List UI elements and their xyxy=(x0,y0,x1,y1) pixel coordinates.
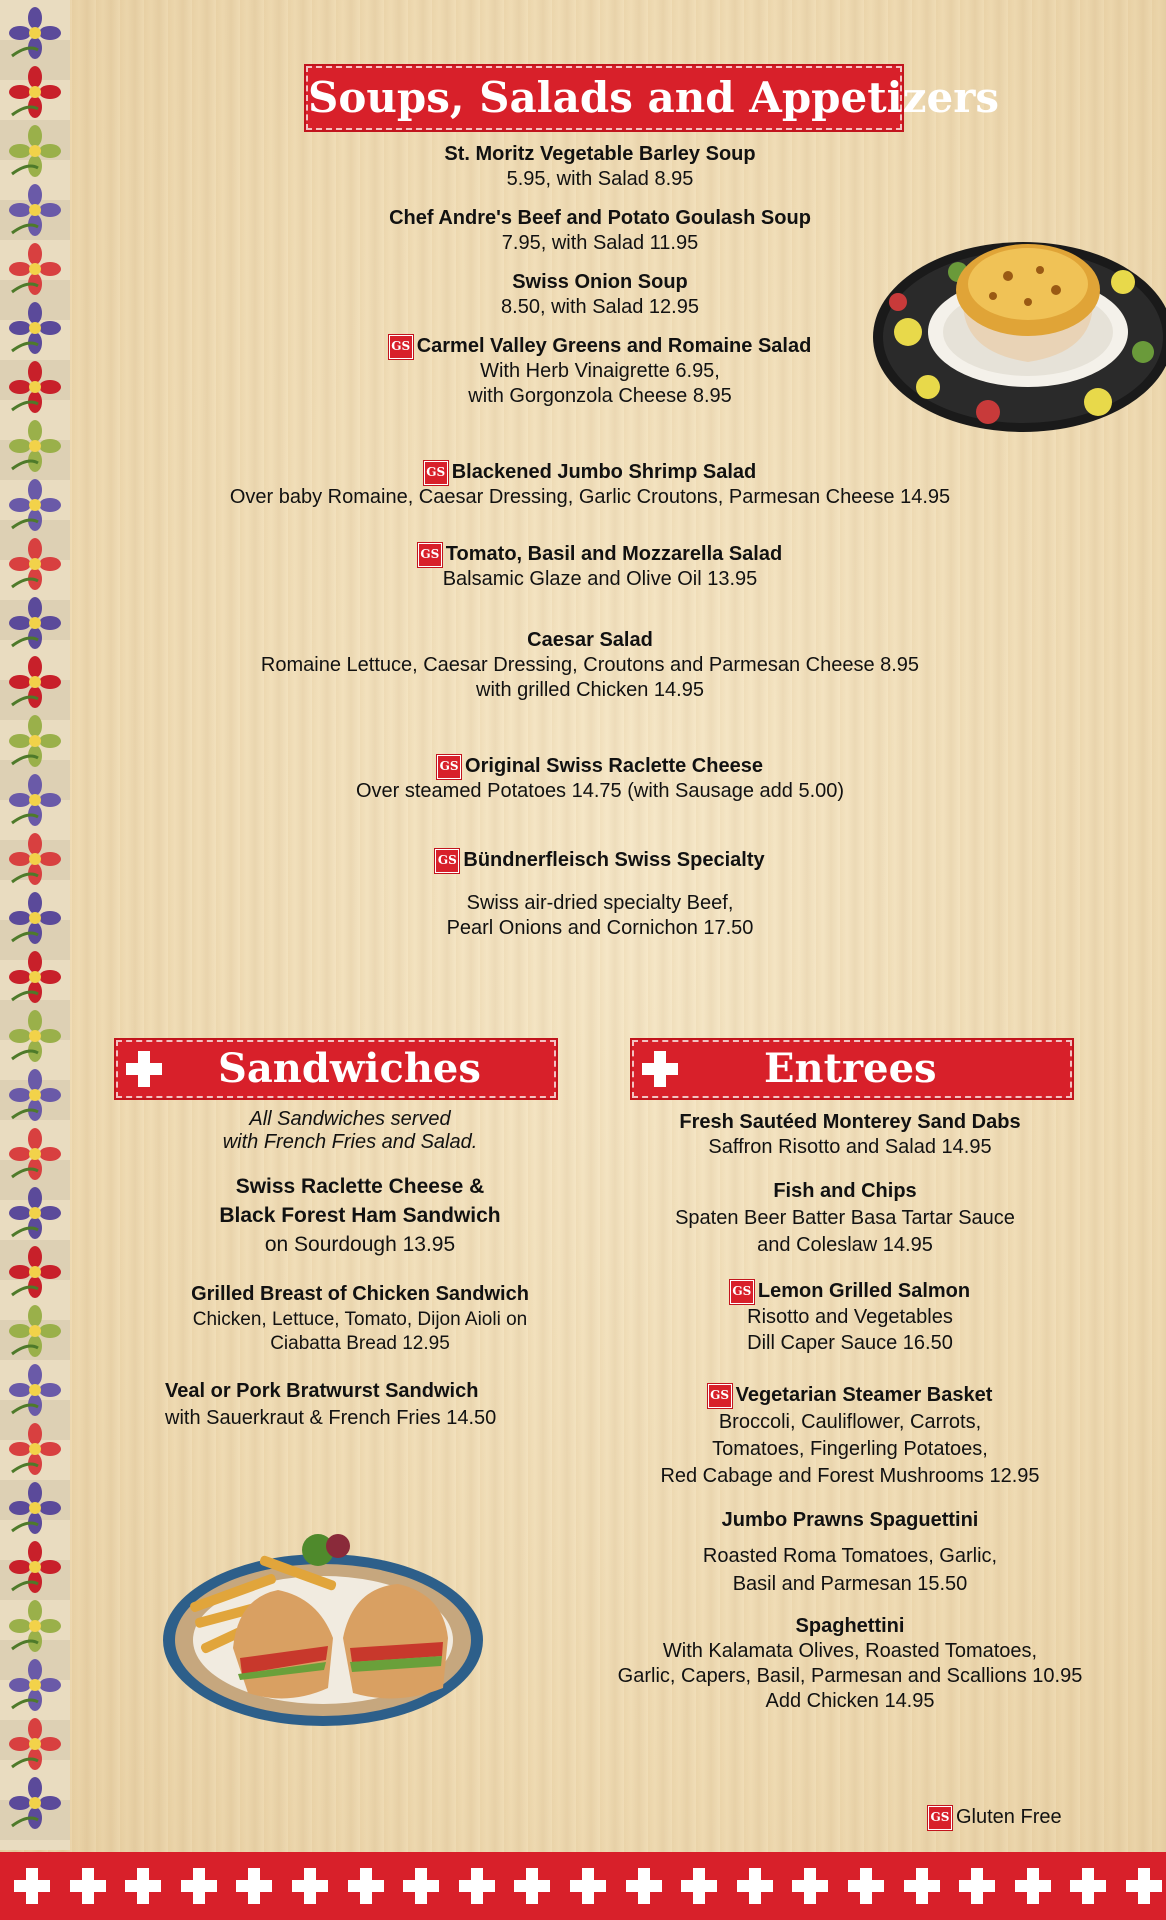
item-name: St. Moritz Vegetable Barley Soup xyxy=(444,143,756,165)
flower-icon xyxy=(8,183,62,237)
gluten-free-icon: GS xyxy=(418,543,442,567)
item-desc: Over steamed Potatoes 14.75 (with Sausage add 5.00) xyxy=(355,780,845,802)
sandwich-photo xyxy=(158,1528,488,1738)
flower-icon xyxy=(8,1363,62,1417)
swiss-cross-icon xyxy=(124,1049,164,1089)
flower-icon xyxy=(8,537,62,591)
soup-item-2 xyxy=(250,206,950,256)
swiss-cross-icon xyxy=(236,1868,272,1904)
swiss-cross-icon xyxy=(737,1868,773,1904)
flower-icon xyxy=(8,950,62,1004)
flower-icon xyxy=(8,1127,62,1181)
entree-item-5 xyxy=(630,1506,1070,1598)
item-name: Tomato, Basil and Mozzarella Salad xyxy=(445,543,783,565)
item-desc: Risotto and Vegetables xyxy=(747,1306,953,1328)
item-name-row xyxy=(150,460,1030,485)
soup-item-7 xyxy=(150,628,1030,703)
swiss-cross-icon xyxy=(904,1868,940,1904)
item-name-row xyxy=(610,1382,1090,1409)
item-name-row xyxy=(250,754,950,779)
swiss-cross-icon xyxy=(1126,1868,1162,1904)
soup-item-4 xyxy=(250,334,950,409)
flower-icon xyxy=(8,1186,62,1240)
item-desc: with Sauerkraut & French Fries 14.50 xyxy=(165,1407,497,1429)
item-desc: Red Cabage and Forest Mushrooms 12.95 xyxy=(660,1465,1040,1487)
item-name: Swiss Onion Soup xyxy=(512,271,688,293)
flower-icon xyxy=(8,124,62,178)
swiss-cross-icon xyxy=(403,1868,439,1904)
item-desc: 8.50, with Salad 12.95 xyxy=(501,296,699,318)
flower-icon xyxy=(8,655,62,709)
entrees-header xyxy=(632,1040,1072,1098)
item-desc: Chicken, Lettuce, Tomato, Dijon Aioli on xyxy=(192,1309,528,1330)
flower-icon xyxy=(8,360,62,414)
item-desc: on Sourdough 13.95 xyxy=(264,1233,456,1256)
flower-icon xyxy=(8,1422,62,1476)
item-name-row xyxy=(250,542,950,567)
swiss-cross-icon xyxy=(125,1868,161,1904)
sandwich-illustration xyxy=(158,1528,488,1738)
swiss-cross-icon xyxy=(1070,1868,1106,1904)
gluten-free-icon: GS xyxy=(730,1280,754,1304)
entree-item-3 xyxy=(630,1278,1070,1356)
item-desc: Broccoli, Cauliflower, Carrots, xyxy=(718,1411,982,1433)
soup-bowl-illustration xyxy=(868,212,1166,438)
entree-item-4 xyxy=(610,1382,1090,1490)
flower-icon xyxy=(8,1009,62,1063)
swiss-cross-icon xyxy=(348,1868,384,1904)
soup-item-5 xyxy=(150,460,1030,510)
flower-icon xyxy=(8,773,62,827)
onion-soup-photo xyxy=(868,212,1166,438)
swiss-cross-icon xyxy=(514,1868,550,1904)
entree-item-6 xyxy=(570,1614,1130,1714)
flower-icon xyxy=(8,1658,62,1712)
gluten-free-icon: GS xyxy=(435,849,459,873)
flower-icon xyxy=(8,242,62,296)
flower-icon xyxy=(8,1717,62,1771)
item-name: Caesar Salad xyxy=(527,629,653,651)
item-desc: Pearl Onions and Cornichon 17.50 xyxy=(446,917,754,939)
item-name: Fresh Sautéed Monterey Sand Dabs xyxy=(679,1111,1021,1133)
item-name: Vegetarian Steamer Basket xyxy=(735,1384,993,1406)
item-name-row xyxy=(630,1278,1070,1304)
item-desc: Romaine Lettuce, Caesar Dressing, Croutons and Parmesan Cheese 8.95 xyxy=(260,654,920,676)
swiss-cross-icon xyxy=(681,1868,717,1904)
flower-icon xyxy=(8,1304,62,1358)
flower-icon xyxy=(8,596,62,650)
item-name-row xyxy=(250,334,950,359)
soup-item-3 xyxy=(300,270,900,320)
item-desc: With Kalamata Olives, Roasted Tomatoes, xyxy=(662,1640,1038,1662)
item-name: Jumbo Prawns Spaguettini xyxy=(721,1509,979,1531)
swiss-cross-icon xyxy=(292,1868,328,1904)
item-name: Chef Andre's Beef and Potato Goulash Soup xyxy=(389,207,811,229)
item-desc: Saffron Risotto and Salad 14.95 xyxy=(708,1136,992,1158)
legend-label: Gluten Free xyxy=(956,1806,1062,1828)
flower-icon xyxy=(8,419,62,473)
item-name-row xyxy=(250,848,950,873)
item-name: Black Forest Ham Sandwich xyxy=(219,1204,501,1227)
swiss-cross-border xyxy=(0,1852,1166,1920)
item-name: Grilled Breast of Chicken Sandwich xyxy=(191,1283,529,1305)
item-name: Bündnerfleisch Swiss Specialty xyxy=(463,849,765,871)
flower-icon xyxy=(8,65,62,119)
item-name: Veal or Pork Bratwurst Sandwich xyxy=(165,1380,479,1402)
item-desc: and Coleslaw 14.95 xyxy=(757,1234,933,1256)
flower-icon xyxy=(8,6,62,60)
item-desc: 7.95, with Salad 11.95 xyxy=(501,232,699,254)
floral-border xyxy=(0,0,70,1850)
item-desc: Add Chicken 14.95 xyxy=(765,1690,935,1712)
item-name: Carmel Valley Greens and Romaine Salad xyxy=(416,335,812,357)
item-name: Blackened Jumbo Shrimp Salad xyxy=(451,461,757,483)
item-name: Fish and Chips xyxy=(773,1180,917,1202)
gluten-free-icon: GS xyxy=(928,1806,952,1830)
soup-item-1 xyxy=(300,142,900,192)
soups-header xyxy=(306,66,999,130)
gluten-free-icon: GS xyxy=(437,755,461,779)
gluten-free-icon: GS xyxy=(389,335,413,359)
sandwiches-title: Sandwiches xyxy=(218,1045,481,1092)
item-name: Original Swiss Raclette Cheese xyxy=(465,755,763,777)
flower-icon xyxy=(8,1540,62,1594)
flower-icon xyxy=(8,1481,62,1535)
note-line: with French Fries and Salad. xyxy=(222,1131,478,1153)
item-name: Spaghettini xyxy=(795,1615,905,1637)
item-desc: Garlic, Capers, Basil, Parmesan and Scallions 10.95 xyxy=(617,1665,1083,1687)
sandwiches-header xyxy=(116,1040,556,1098)
item-name: Lemon Grilled Salmon xyxy=(757,1280,971,1302)
swiss-cross-icon xyxy=(626,1868,662,1904)
sandwich-item-3 xyxy=(165,1378,585,1432)
item-desc: With Herb Vinaigrette 6.95, xyxy=(480,360,720,382)
item-desc: Basil and Parmesan 15.50 xyxy=(732,1573,968,1595)
swiss-cross-icon xyxy=(640,1049,680,1089)
swiss-cross-icon xyxy=(792,1868,828,1904)
item-name: Swiss Raclette Cheese & xyxy=(235,1175,485,1198)
flower-icon xyxy=(8,832,62,886)
item-desc: Over baby Romaine, Caesar Dressing, Garlic Croutons, Parmesan Cheese 14.95 xyxy=(229,486,951,508)
gluten-free-icon: GS xyxy=(424,461,448,485)
flower-icon xyxy=(8,478,62,532)
item-desc: Spaten Beer Batter Basa Tartar Sauce xyxy=(675,1207,1015,1229)
entrees-title: Entrees xyxy=(764,1045,937,1092)
swiss-cross-icon xyxy=(1015,1868,1051,1904)
sandwich-item-1 xyxy=(160,1172,560,1259)
flower-icon xyxy=(8,891,62,945)
entree-item-2 xyxy=(620,1178,1070,1259)
sandwich-item-2 xyxy=(150,1280,570,1356)
sandwiches-note xyxy=(150,1108,550,1154)
soup-item-8 xyxy=(250,754,950,804)
item-desc: Balsamic Glaze and Olive Oil 13.95 xyxy=(442,568,758,590)
soup-item-6 xyxy=(250,542,950,592)
flower-icon xyxy=(8,301,62,355)
flower-icon xyxy=(8,714,62,768)
item-desc: with grilled Chicken 14.95 xyxy=(476,679,704,701)
swiss-cross-icon xyxy=(181,1868,217,1904)
swiss-cross-icon xyxy=(459,1868,495,1904)
item-desc: with Gorgonzola Cheese 8.95 xyxy=(468,385,732,407)
soup-item-9 xyxy=(250,848,950,941)
gluten-free-legend xyxy=(928,1804,1062,1830)
swiss-cross-icon xyxy=(959,1868,995,1904)
note-line: All Sandwiches served xyxy=(249,1108,451,1130)
soups-title: Soups, Salads and Appetizers xyxy=(308,73,999,122)
swiss-cross-icon xyxy=(570,1868,606,1904)
flower-icon xyxy=(8,1776,62,1830)
item-desc: Roasted Roma Tomatoes, Garlic, xyxy=(702,1545,998,1567)
item-desc: 5.95, with Salad 8.95 xyxy=(506,168,694,190)
flower-icon xyxy=(8,1599,62,1653)
flower-icon xyxy=(8,1245,62,1299)
gluten-free-icon: GS xyxy=(708,1384,732,1408)
swiss-cross-icon xyxy=(70,1868,106,1904)
entree-item-1 xyxy=(630,1110,1070,1160)
item-desc: Ciabatta Bread 12.95 xyxy=(270,1333,450,1354)
swiss-cross-icon xyxy=(848,1868,884,1904)
item-desc: Swiss air-dried specialty Beef, xyxy=(466,892,734,914)
swiss-cross-icon xyxy=(14,1868,50,1904)
item-desc: Dill Caper Sauce 16.50 xyxy=(747,1332,953,1354)
flower-icon xyxy=(8,1068,62,1122)
item-desc: Tomatoes, Fingerling Potatoes, xyxy=(712,1438,988,1460)
